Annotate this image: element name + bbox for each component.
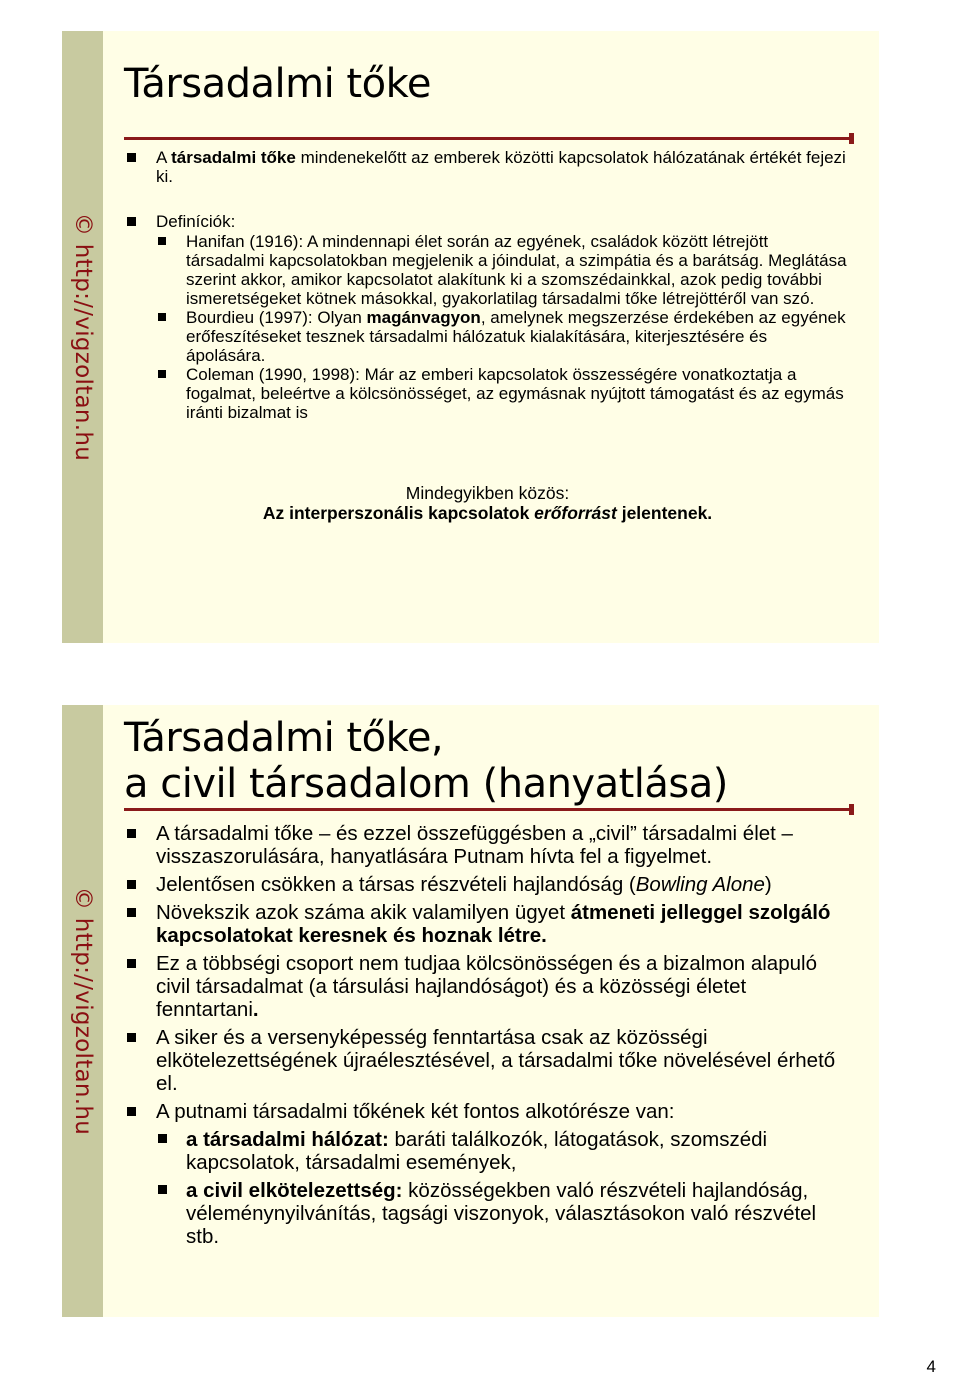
bullet-definitions bbox=[124, 212, 851, 422]
square-bullet-icon bbox=[158, 313, 166, 321]
slide-title: Társadalmi tőke bbox=[124, 61, 431, 107]
square-bullet-icon bbox=[127, 829, 136, 838]
definition-hanifan: Hanifan (1916): A mindennapi élet során az egyének, családok között létrejött társadalmi kapcsolatokban megjelenik a jóindulat, a szimpátia és a barátság. Meglátása szerint akkor, amikor kapcsolatot alakítunk ki a szomszédainkkal, azok pedig további ismeretségeket kötnek másokkal, gyakorlatilag társadalmi tőke létrejöttéről van szó. bbox=[156, 232, 851, 308]
definition-bourdieu: Bourdieu (1997): Olyan magánvagyon, amelynek megszerzése érdekében az egyének erőfeszítéseket tesznek társadalmi hálózatuk kialakítására, kiterjesztésére és ápolására. bbox=[156, 308, 851, 365]
summary-statement: Az interperszonális kapcsolatok erőforrást jelentenek. bbox=[262, 503, 713, 523]
bullet-intro: A társadalmi tőke mindenekelőtt az emberek közötti kapcsolatok hálózatának értékét fejezi ki. bbox=[124, 148, 851, 186]
bullet-bowling-alone: Jelentősen csökken a társas részvételi hajlandóság (Bowling Alone) bbox=[124, 873, 851, 896]
slide-title: Társadalmi tőke, a civil társadalom (hanyatlása) bbox=[124, 715, 728, 807]
definitions-label: Definíciók: bbox=[156, 212, 236, 231]
bullet-success: A siker és a versenyképesség fenntartása csak az közösségi elkötelezettségének újraélesztésével, a társadalmi tőke növelésével érhető el. bbox=[124, 1026, 851, 1095]
slide-sidebar bbox=[62, 31, 103, 643]
square-bullet-icon bbox=[127, 959, 136, 968]
square-bullet-icon bbox=[158, 237, 166, 245]
square-bullet-icon bbox=[158, 1134, 167, 1143]
bullet-putnam: A társadalmi tőke – és ezzel összefüggésben a „civil” társadalmi élet – visszaszorulására, hanyatlására Putnam hívta fel a figyelmet. bbox=[124, 822, 851, 868]
square-bullet-icon bbox=[158, 1185, 167, 1194]
bullet-components: A putnami társadalmi tőkének két fontos alkotórésze van: a társadalmi hálózat: baráti találkozók, látogatások, szomszédi kapcsolatok, társadalmi események, a civil elkötelezettség: közösségekben való részvételi hajlandóság, véleménynyilvánítás, tagsági viszonyok, választásokon való részvétel stb. bbox=[124, 1100, 851, 1248]
slide-body bbox=[124, 822, 851, 1248]
page-number: 4 bbox=[926, 1357, 936, 1376]
slide-2 bbox=[62, 705, 879, 1317]
square-bullet-icon bbox=[127, 217, 136, 226]
slide-body bbox=[124, 148, 851, 422]
bullet-temporary-connections: Növekszik azok száma akik valamilyen ügyet átmeneti jelleggel szolgáló kapcsolatokat keresnek és hoznak létre. bbox=[124, 901, 851, 947]
summary-heading: Mindegyikben közös: bbox=[405, 483, 570, 503]
title-underline bbox=[124, 137, 851, 140]
summary bbox=[124, 483, 851, 523]
title-underline bbox=[124, 808, 851, 811]
square-bullet-icon bbox=[127, 153, 136, 162]
square-bullet-icon bbox=[158, 370, 166, 378]
copyright-watermark: © http://vigzoltan.hu bbox=[69, 212, 96, 462]
square-bullet-icon bbox=[127, 1107, 136, 1116]
component-civic-engagement: a civil elkötelezettség: közösségekben való részvételi hajlandóság, véleménynyilvánítás, tagsági viszonyok, választásokon való részvétel stb. bbox=[156, 1179, 851, 1248]
square-bullet-icon bbox=[127, 880, 136, 889]
copyright-watermark: © http://vigzoltan.hu bbox=[69, 886, 96, 1136]
square-bullet-icon bbox=[127, 908, 136, 917]
definition-coleman: Coleman (1990, 1998): Már az emberi kapcsolatok összességére vonatkoztatja a fogalmat, beleértve a kölcsönösséget, az egymásnak nyújtott támogatást és az egymás iránti bizalmat is bbox=[156, 365, 851, 422]
slide-sidebar bbox=[62, 705, 103, 1317]
slide-1 bbox=[62, 31, 879, 643]
square-bullet-icon bbox=[127, 1033, 136, 1042]
bullet-majority-group: Ez a többségi csoport nem tudjaa kölcsönösségen és a bizalmon alapuló civil társadalmat (a társulási hajlandóságot) és a közösségi életet fenntartani. bbox=[124, 952, 851, 1021]
component-social-network: a társadalmi hálózat: baráti találkozók, látogatások, szomszédi kapcsolatok, társadalmi események, bbox=[156, 1128, 851, 1174]
